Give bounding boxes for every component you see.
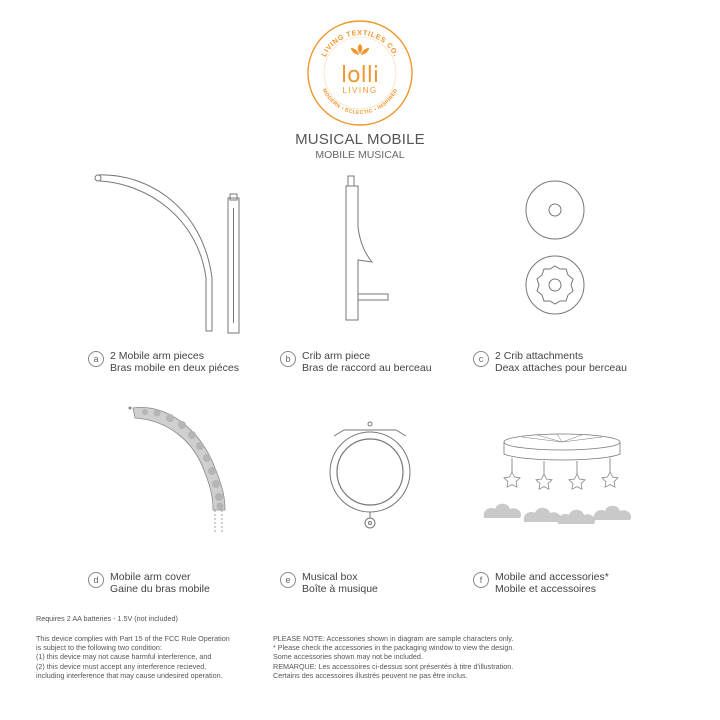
part-label-a: [88, 350, 239, 374]
logo-ring-top: LIVING TEXTILES CO.: [319, 28, 401, 59]
logo-sub: LIVING: [342, 86, 378, 95]
fcc-notice: [36, 634, 230, 680]
notice-line: Certains des accessoires illustrés peuvent ne pas être inclus.: [273, 670, 468, 680]
leaf-icon: [351, 44, 369, 55]
fcc-line: including interference that may cause undesired operation.: [36, 670, 223, 680]
part-letter: d: [88, 572, 104, 588]
part-name-fr: Bras mobile en deux piéces: [110, 362, 239, 374]
part-letter: e: [280, 572, 296, 588]
musical-box-drawing: [326, 418, 414, 533]
part-letter: f: [473, 572, 489, 588]
part-letter: a: [88, 351, 104, 367]
part-name-fr: Mobile et accessoires: [495, 583, 596, 595]
part-name-en: 2 Crib attachments: [495, 350, 584, 362]
notice-line: REMARQUE: Les accessoires ci-dessus sont présentés à titre d'illustration.: [273, 661, 514, 671]
mobile-arm-pieces-drawing: [88, 168, 258, 338]
part-label-b: [280, 350, 432, 374]
fcc-line: (2) this device must accept any interference recieved,: [36, 661, 207, 671]
part-name-fr: Boîte à musique: [302, 583, 378, 595]
mobile-accessories-drawing: [482, 432, 636, 527]
logo-name: lolli: [341, 63, 379, 88]
notice-line: * Please check the accessories in the packaging window to view the design.: [273, 643, 515, 653]
part-name-en: 2 Mobile arm pieces: [110, 350, 204, 362]
part-name-en: Musical box: [302, 571, 358, 583]
part-name-en: Crib arm piece: [302, 350, 371, 362]
part-label-f: [473, 571, 609, 595]
notice-line: Some accessories shown may not be included.: [273, 652, 423, 662]
part-name-fr: Deax attaches pour berceau: [495, 362, 627, 374]
part-name-fr: Bras de raccord au berceau: [302, 362, 432, 374]
battery-note: Requires 2 AA batteries - 1.5V (not included): [36, 614, 178, 623]
part-name-en: Mobile and accessories*: [495, 571, 609, 583]
page-subtitle: MOBILE MUSICAL: [315, 149, 405, 161]
part-name-fr: Gaine du bras mobile: [110, 583, 210, 595]
page-title: MUSICAL MOBILE: [295, 131, 425, 148]
notice-line: PLEASE NOTE: Accessories shown in diagram are sample characters only.: [273, 634, 514, 643]
part-letter: b: [280, 351, 296, 367]
mobile-arm-cover-drawing: [125, 398, 240, 538]
part-label-c: [473, 350, 627, 374]
part-name-en: Mobile arm cover: [110, 571, 191, 583]
crib-arm-piece-drawing: [330, 172, 400, 322]
accessories-notice: [273, 634, 514, 680]
part-label-e: [280, 571, 378, 595]
fcc-line: is subject to the following two condition:: [36, 643, 162, 653]
logo-ring-bottom: MODERN • ECLECTIC • INSPIRED: [320, 87, 400, 117]
lolli-living-logo: [305, 18, 415, 128]
part-letter: c: [473, 351, 489, 367]
fcc-line: (1) this device may not cause harmful interference, and: [36, 652, 212, 662]
fcc-line: This device complies with Part 15 of the FCC Rule Operation: [36, 634, 230, 643]
part-label-d: [88, 571, 210, 595]
crib-attachments-drawing: [520, 178, 590, 323]
